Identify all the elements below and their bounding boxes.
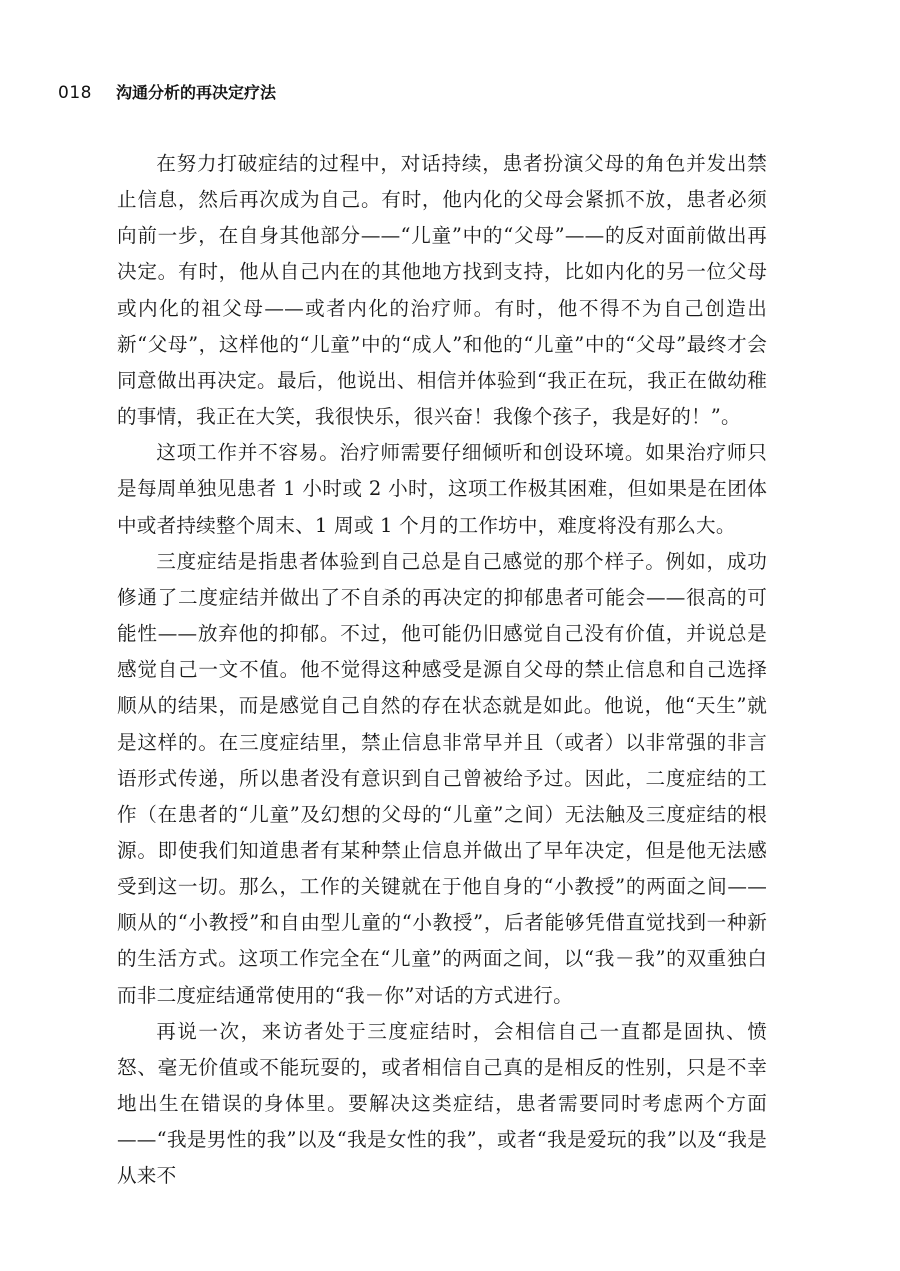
paragraph-2: 这项工作并不容易。治疗师需要仔细倾听和创设环境。如果治疗师只是每周单独见患者 1 小时或 2 小时，这项工作极其困难，但如果是在团体中或者持续整个周末、1 周或 1 个月的工作坊中，难度将没有那么大。: [117, 441, 767, 537]
page-number: 018: [58, 83, 92, 103]
book-title: 沟通分析的再决定疗法: [116, 83, 277, 102]
running-header: [58, 80, 276, 103]
paragraph-4: 再说一次，来访者处于三度症结时，会相信自己一直都是固执、愤怒、毫无价值或不能玩耍的，或者相信自己真的是相反的性别，只是不幸地出生在错误的身体里。要解决这类症结，患者需要同时考虑两个方面——“我是男性的我”以及“我是女性的我”，或者“我是爱玩的我”以及“我是从来不: [117, 1019, 767, 1188]
body-text: [117, 146, 767, 1195]
paragraph-1: 在努力打破症结的过程中，对话持续，患者扮演父母的角色并发出禁止信息，然后再次成为自己。有时，他内化的父母会紧抓不放，患者必须向前一步，在自身其他部分——“儿童”中的“父母”——的反对面前做出再决定。有时，他从自己内在的其他地方找到支持，比如内化的另一位父母或内化的祖父母——或者内化的治疗师。有时，他不得不为自己创造出新“父母”，这样他的“儿童”中的“成人”和他的“儿童”中的“父母”最终才会同意做出再决定。最后，他说出、相信并体验到“我正在玩，我正在做幼稚的事情，我正在大笑，我很快乐，很兴奋！我像个孩子，我是好的！”。: [117, 152, 767, 429]
paragraph-3: 三度症结是指患者体验到自己总是自己感觉的那个样子。例如，成功修通了二度症结并做出了不自杀的再决定的抑郁患者可能会——很高的可能性——放弃他的抑郁。不过，他可能仍旧感觉自己没有价值，并说总是感觉自己一文不值。他不觉得这种感受是源自父母的禁止信息和自己选择顺从的结果，而是感觉自己自然的存在状态就是如此。他说，他“天生”就是这样的。在三度症结里，禁止信息非常早并且（或者）以非常强的非言语形式传递，所以患者没有意识到自己曾被给予过。因此，二度症结的工作（在患者的“儿童”及幻想的父母的“儿童”之间）无法触及三度症结的根源。即使我们知道患者有某种禁止信息并做出了早年决定，但是他无法感受到这一切。那么，工作的关键就在于他自身的“小教授”的两面之间——顺从的“小教授”和自由型儿童的“小教授”，后者能够凭借直觉找到一种新的生活方式。这项工作完全在“儿童”的两面之间，以“我－我”的双重独白而非二度症结通常使用的“我－你”对话的方式进行。: [117, 549, 767, 1007]
